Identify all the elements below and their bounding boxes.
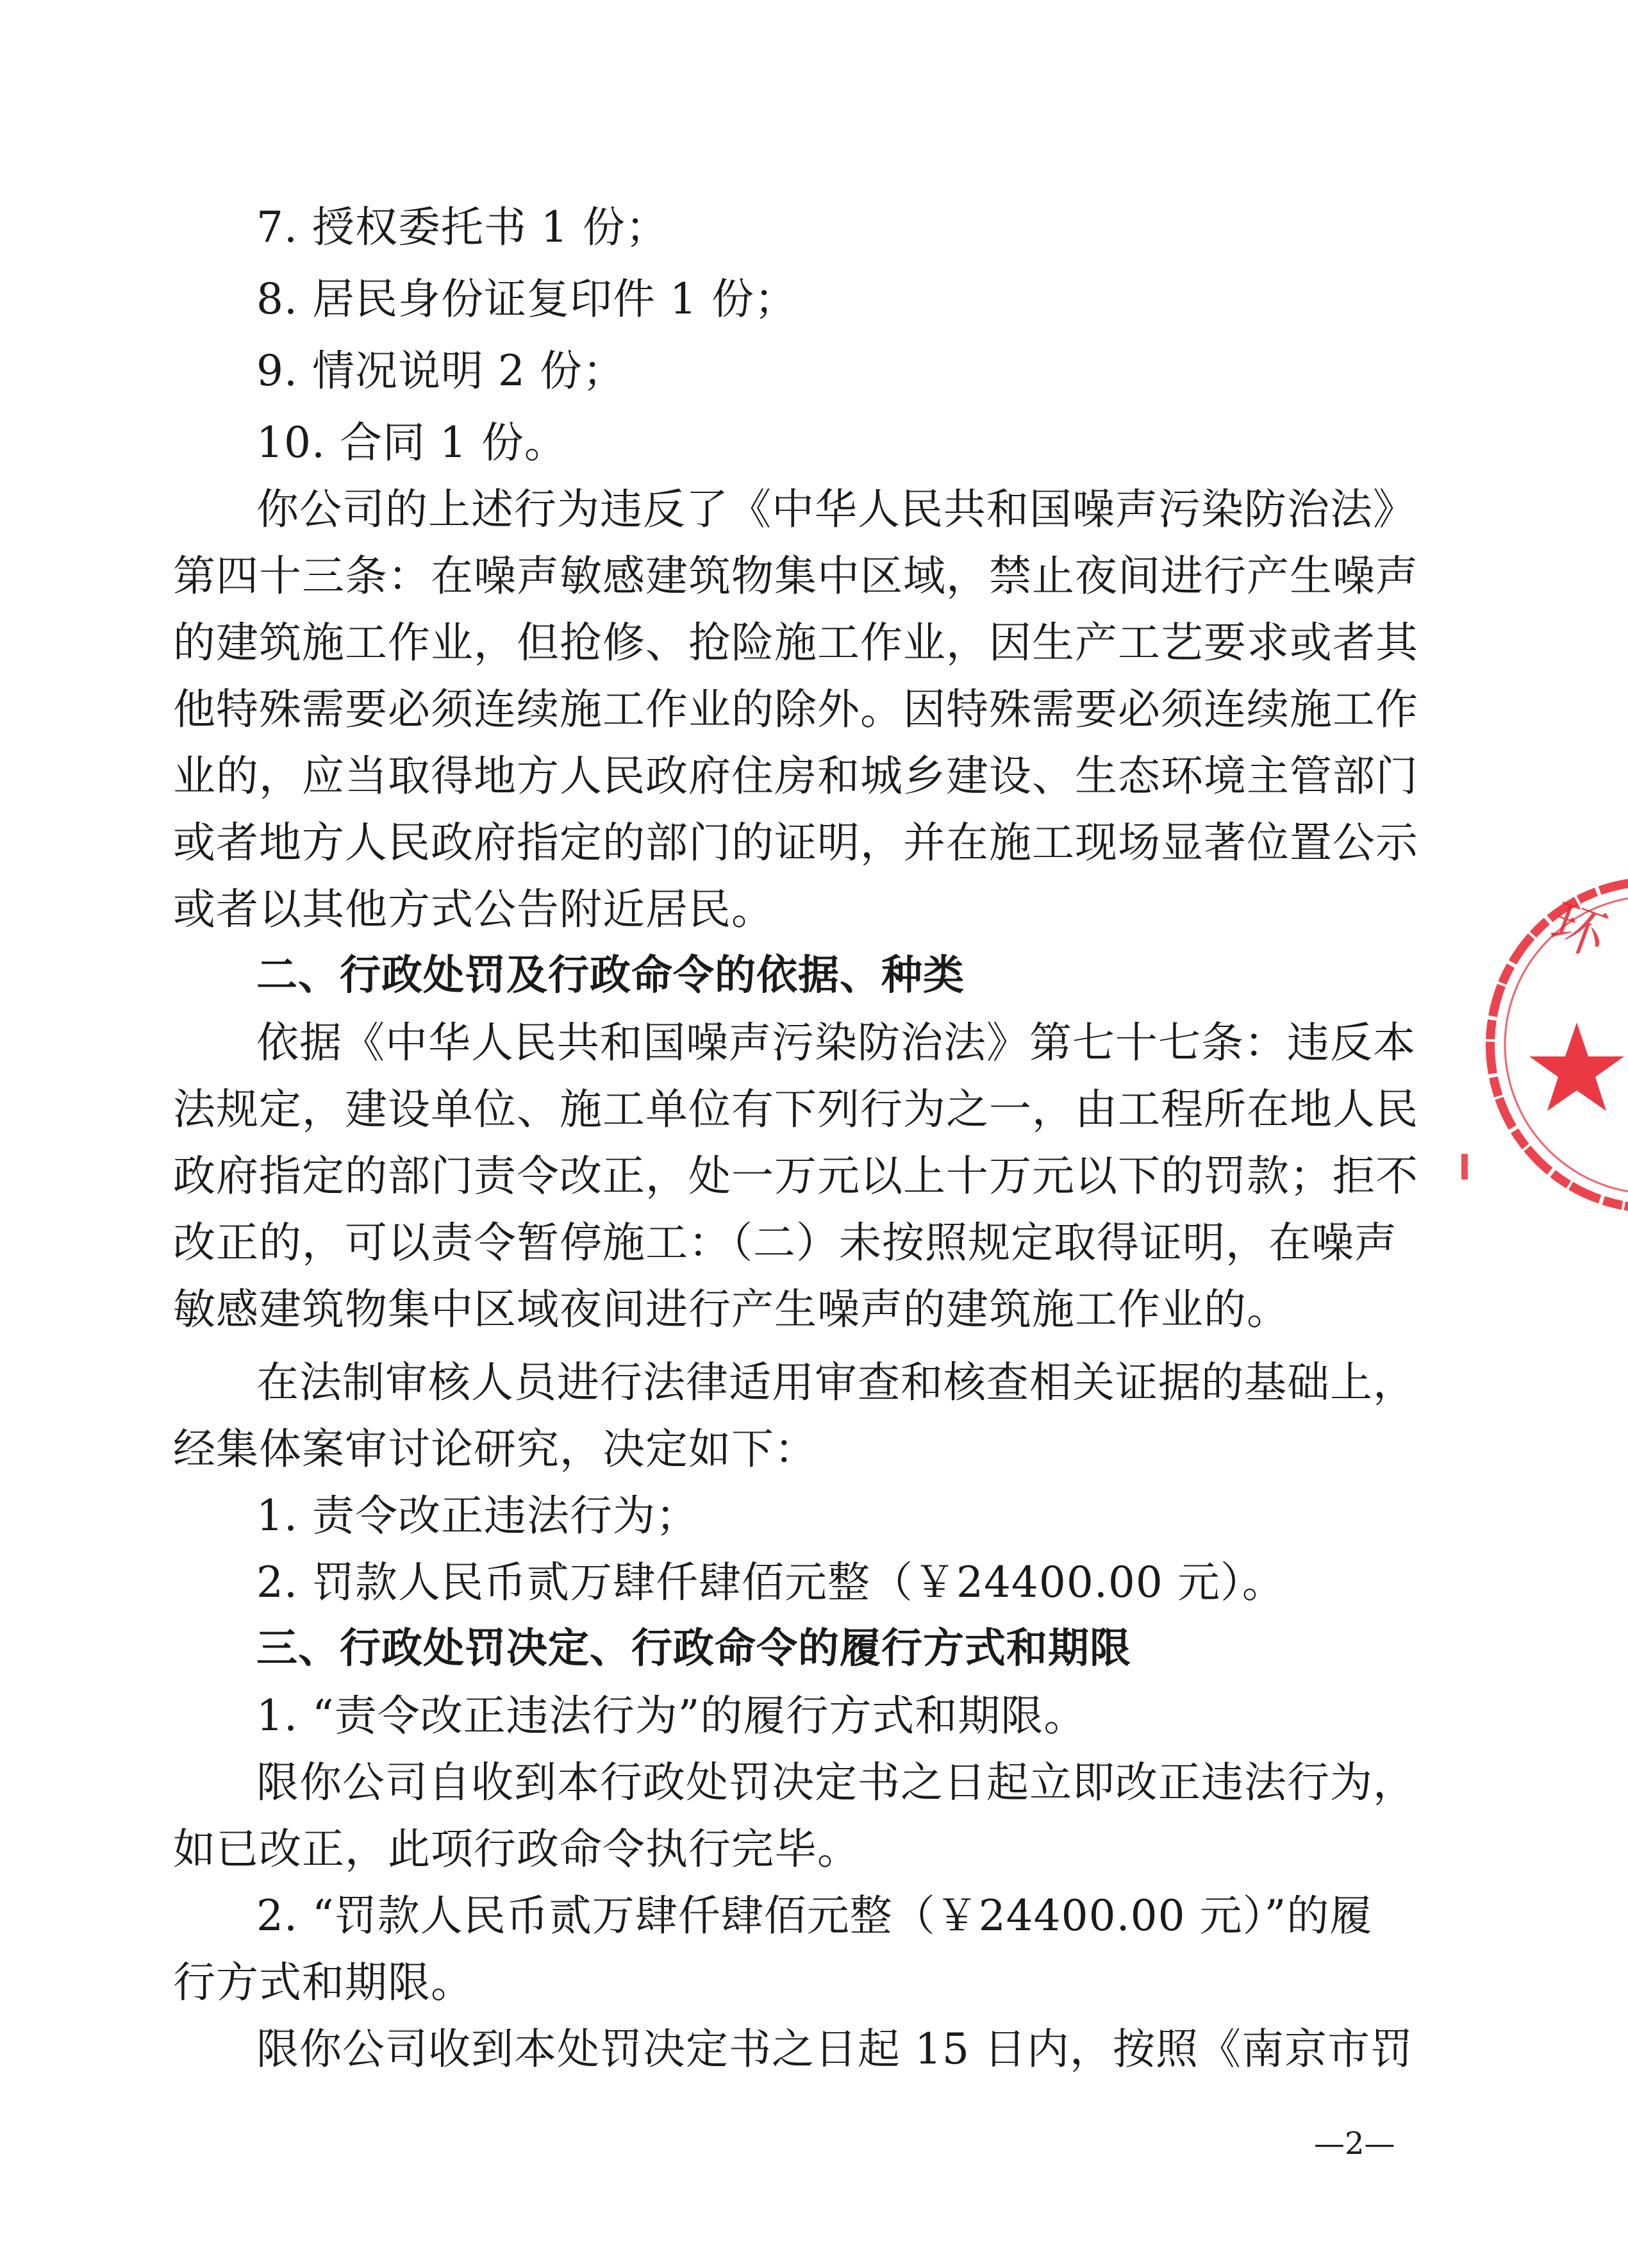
item-title: 2. “罚款人民币贰万肆仟肆佰元整（￥24400.00 元）”的履	[256, 1891, 1373, 1940]
paragraph-line: 在法制审核人员进行法律适用审查和核查相关证据的基础上，	[256, 1358, 1416, 1407]
decision-item: 2. 罚款人民币贰万肆仟肆佰元整（￥24400.00 元）。	[256, 1558, 1285, 1607]
item-title: 行方式和期限。	[173, 1958, 474, 2007]
paragraph-line: 的建筑施工作业，但抢修、抢险施工作业，因生产工艺要求或者其	[173, 618, 1418, 667]
page-number: —2—	[1314, 2126, 1395, 2162]
section-heading: 二、行政处罚及行政命令的依据、种类	[256, 952, 965, 999]
decision-item: 1. 责令改正违法行为；	[256, 1491, 699, 1540]
paragraph-line: 敏感建筑物集中区域夜间进行产生噪声的建筑施工作业的。	[173, 1285, 1290, 1334]
seal-text: 环	[1542, 890, 1615, 969]
paragraph-line: 你公司的上述行为违反了《中华人民共和国噪声污染防治法》	[256, 485, 1416, 534]
paragraph-line: 或者地方人民政府指定的部门的证明，并在施工现场显著位置公示	[173, 818, 1418, 867]
paragraph-line: 限你公司收到本处罚决定书之日起 15 日内，按照《南京市罚	[256, 2024, 1413, 2074]
attachment-item: 8. 居民身份证复印件 1 份；	[256, 274, 797, 324]
attachment-item: 10. 合同 1 份。	[256, 418, 567, 467]
paragraph-line: 改正的，可以责令暂停施工：（二）未按照规定取得证明，在噪声	[173, 1218, 1397, 1267]
attachment-item: 7. 授权委托书 1 份；	[256, 203, 669, 252]
paragraph-line: 政府指定的部门责令改正，处一万元以上十万元以下的罚款；拒不	[173, 1151, 1418, 1201]
paragraph-line: 第四十三条：在噪声敏感建筑物集中区域，禁止夜间进行产生噪声	[173, 551, 1418, 601]
paragraph-line: 限你公司自收到本行政处罚决定书之日起立即改正违法行为，	[256, 1758, 1416, 1807]
paragraph-line: 业的，应当取得地方人民政府住房和城乡建设、生态环境主管部门	[173, 751, 1418, 801]
paragraph-line: 经集体案审讨论研究，决定如下：	[173, 1424, 817, 1474]
section-heading: 三、行政处罚决定、行政命令的履行方式和期限	[256, 1625, 1131, 1672]
paragraph-line: 依据《中华人民共和国噪声污染防治法》第七十七条：违反本	[256, 1018, 1416, 1067]
official-seal	[1461, 872, 1628, 1218]
attachment-item: 9. 情况说明 2 份；	[256, 346, 626, 396]
paragraph-line: 如已改正，此项行政命令执行完毕。	[173, 1824, 860, 1874]
item-title: 1. “责令改正违法行为”的履行方式和期限。	[256, 1691, 1087, 1740]
paragraph-line: 或者以其他方式公告附近居民。	[173, 885, 774, 934]
paragraph-line: 法规定，建设单位、施工单位有下列行为之一，由工程所在地人民	[173, 1085, 1418, 1134]
paragraph-line: 他特殊需要必须连续施工作业的除外。因特殊需要必须连续施工作	[173, 685, 1418, 734]
